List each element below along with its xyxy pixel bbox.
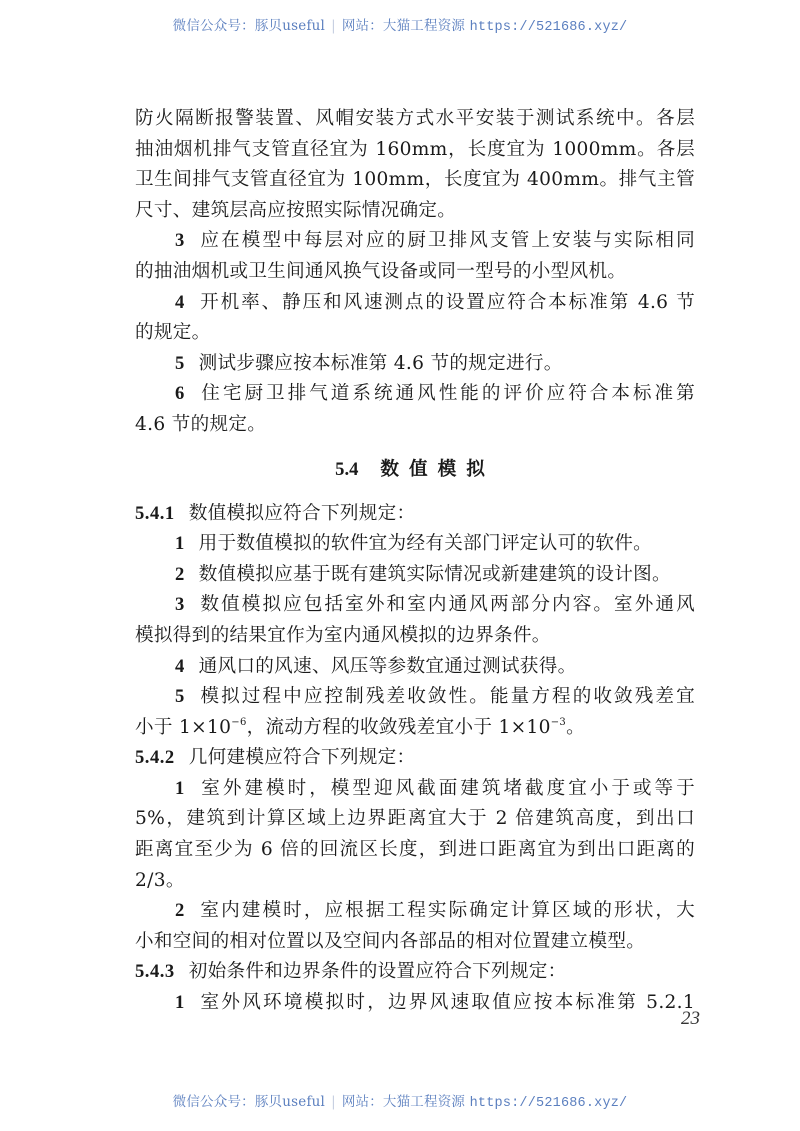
document-page [135, 104, 695, 1019]
clause-number: 5.4.2 [135, 747, 175, 769]
text-line: 卫生间排气支管直径宜为 100mm，长度宜为 400mm。排气主管 [135, 169, 695, 191]
text-line: 2/3。 [135, 869, 185, 891]
clause-number: 5.4.3 [135, 961, 175, 983]
text-line: 5%，建筑到计算区域上边界距离宜大于 2 倍建筑高度，到出口 [135, 808, 695, 830]
clause-5-4-1: 5.4.1 数值模拟应符合下列规定： [135, 499, 695, 530]
clause-5-4-2: 5.4.2 几何建模应符合下列规定： [135, 743, 695, 774]
list-item: 1 用于数值模拟的软件宜为经有关部门评定认可的软件。 [175, 533, 653, 555]
text-line: 抽油烟机排气支管直径宜为 160mm，长度宜为 1000mm。各层 [135, 138, 695, 160]
clause-5-4-3: 5.4.3 初始条件和边界条件的设置应符合下列规定： [135, 957, 695, 988]
text-line: 距离宜至少为 6 倍的回流区长度，到进口距离宜为到出口距离的 [135, 839, 695, 861]
list-item: 3 应在模型中每层对应的厨卫排风支管上安装与实际相同 [135, 226, 695, 257]
list-item: 1 室外风环境模拟时，边界风速取值应按本标准第 5.2.1 [175, 992, 695, 1014]
list-item: 2 室内建模时，应根据工程实际确定计算区域的形状，大 [175, 900, 695, 922]
section-title: 数值模拟 [380, 458, 495, 480]
watermark-wechat: 微信公众号：豚贝useful [172, 1094, 326, 1110]
watermark-wechat: 微信公众号：豚贝useful [172, 18, 326, 34]
text-line: 4.6 节的规定。 [135, 413, 267, 435]
text-line: 的规定。 [135, 322, 211, 344]
watermark-separator: | [331, 18, 336, 34]
clause-number: 5.4.1 [135, 502, 175, 524]
section-heading [135, 441, 695, 499]
list-item: 4 通风口的风速、风压等参数宜通过测试获得。 [175, 655, 577, 677]
watermark-header [0, 14, 800, 35]
text-line: 防火隔断报警装置、风帽安装方式水平安装于测试系统中。各层 [135, 108, 695, 129]
page-number: 23 [681, 1008, 700, 1029]
text-line: 小和空间的相对位置以及空间内各部品的相对位置建立模型。 [135, 930, 646, 952]
item-number: 4 [175, 291, 185, 313]
watermark-url[interactable]: https://521686.xyz/ [469, 20, 628, 35]
list-item: 2 数值模拟应基于既有建筑实际情况或新建建筑的设计图。 [175, 563, 671, 585]
item-number: 3 [175, 230, 185, 252]
section-number: 5.4 [335, 458, 359, 480]
watermark-site: 网站：大猫工程资源 [341, 1094, 466, 1110]
watermark-separator: | [331, 1094, 336, 1110]
text-line: 尺寸、建筑层高应按照实际情况确定。 [135, 199, 457, 221]
watermark-url[interactable]: https://521686.xyz/ [469, 1096, 628, 1111]
item-number: 6 [175, 383, 185, 405]
list-item: 4 开机率、静压和风速测点的设置应符合本标准第 4.6 节 [135, 288, 695, 319]
list-item: 5 测试步骤应按本标准第 4.6 节的规定进行。 [135, 349, 695, 380]
list-item: 6 住宅厨卫排气道系统通风性能的评价应符合本标准第 [135, 379, 695, 410]
text-line: 模拟得到的结果宜作为室内通风模拟的边界条件。 [135, 624, 551, 646]
list-item: 3 数值模拟应包括室外和室内通风两部分内容。室外通风 [175, 594, 695, 616]
list-item: 1 室外建模时，模型迎风截面建筑堵截度宜小于或等于 [175, 777, 695, 799]
text-line: 小于 $1\times 10^{-6}$，流动方程的收敛残差宜小于 $1\times 10^{-3}$。 [135, 716, 585, 738]
watermark-footer [0, 1090, 800, 1111]
text-line: 的抽油烟机或卫生间通风换气设备或同一型号的小型风机。 [135, 260, 627, 282]
watermark-site: 网站：大猫工程资源 [341, 18, 466, 34]
item-number: 5 [175, 352, 185, 374]
list-item: 5 模拟过程中应控制残差收敛性。能量方程的收敛残差宜 [175, 686, 695, 708]
